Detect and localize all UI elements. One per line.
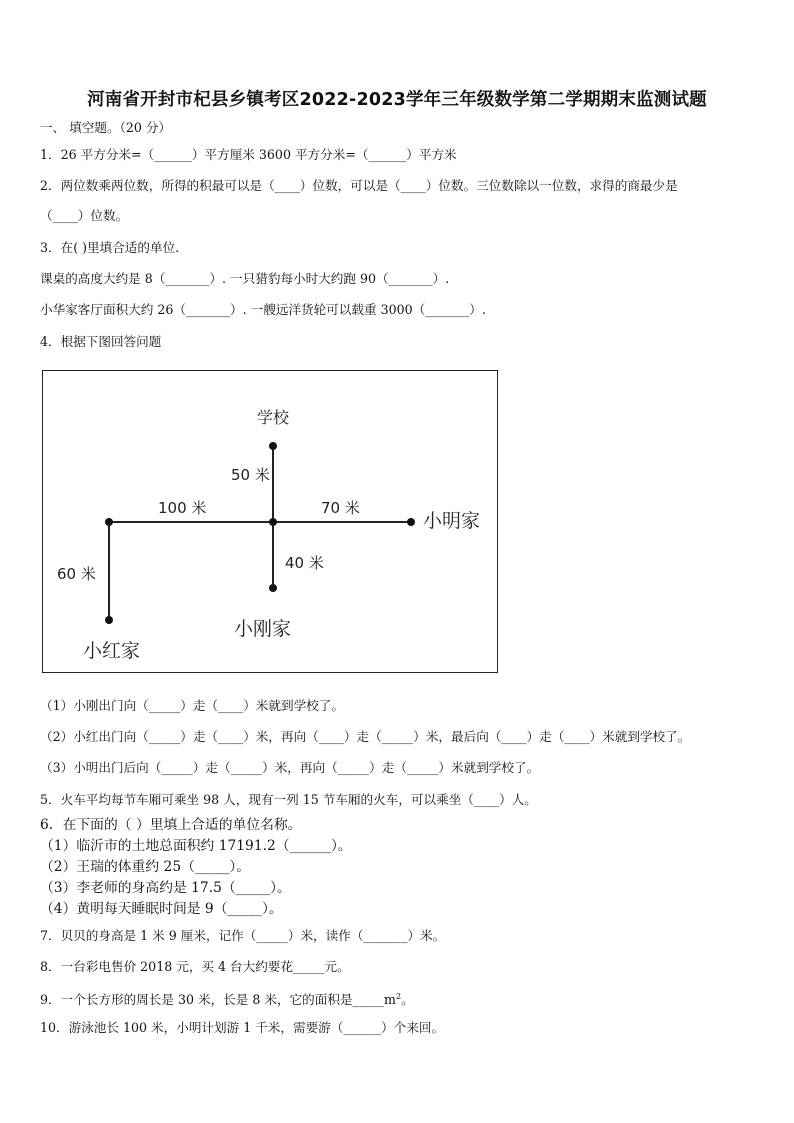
- west-junction-point: [105, 518, 113, 526]
- question-6-2: （2）王瑞的体重约 25（_____）。: [40, 859, 251, 875]
- question-3-row-2: 小华家客厅面积大约 26（_______）. 一艘远洋货轮可以载重 3000（_______）.: [40, 302, 486, 317]
- question-6-3: （3）李老师的身高约是 17.5（_____）。: [40, 880, 291, 896]
- distance-70-label: 70 米: [321, 499, 360, 517]
- distance-60-label: 60 米: [57, 565, 96, 583]
- question-8: 8．一台彩电售价 2018 元，买 4 台大约要花_____元。: [40, 959, 350, 974]
- question-9-superscript: 2: [395, 992, 402, 1001]
- distance-50-label: 50 米: [231, 466, 270, 484]
- question-10: 10．游泳池长 100 米，小明计划游 1 千米，需要游（______）个来回。: [40, 1020, 445, 1035]
- page-title: 河南省开封市杞县乡镇考区2022-2023学年三年级数学第二学期期末监测试题: [87, 90, 707, 110]
- question-9-end: 。: [401, 992, 414, 1008]
- xiaoming-home-label: 小明家: [423, 510, 481, 532]
- school-point: [269, 442, 277, 450]
- section-heading: 一、 填空题。（20 分）: [40, 120, 172, 135]
- question-9-text: 9．一个长方形的周长是 30 米，长是 8 米，它的面积是_____m: [40, 992, 396, 1008]
- junction-point: [269, 518, 277, 526]
- question-3: 3．在( )里填合适的单位.: [40, 240, 180, 255]
- question-4-3: （3）小明出门后向（_____）走（_____）米，再向（_____）走（_____）米就到学校了。: [40, 760, 540, 775]
- question-6-4: （4）黄明每天睡眠时间是 9（_____）。: [40, 901, 283, 917]
- question-3-row-1: 课桌的高度大约是 8（_______）. 一只猎豹每小时大约跑 90（_______）.: [40, 271, 450, 286]
- question-6-1: （1）临沂市的土地总面积约 17191.2（______）。: [40, 838, 352, 854]
- question-2-line-1: 2．两位数乘两位数，所得的积最可以是（____）位数，可以是（____）位数。三位数除以一位数，求得的商最少是: [40, 178, 678, 193]
- question-1: 1．26 平方分米=（______）平方厘米 3600 平方分米=（______）平方米: [40, 147, 457, 162]
- xiaogang-home-point: [269, 584, 277, 592]
- question-4-2: （2）小红出门向（_____）走（____）米，再向（____）走（_____）米，最后向（____）走（____）米就到学校了。: [40, 729, 691, 744]
- question-6: 6．在下面的（ ）里填上合适的单位名称。: [40, 817, 302, 833]
- question-9: [40, 989, 414, 1008]
- xiaohong-home-point: [105, 616, 113, 624]
- question-4: 4．根据下图回答问题: [40, 334, 162, 349]
- school-label: 学校: [257, 408, 290, 427]
- xiaoming-home-point: [407, 518, 415, 526]
- distance-100-label: 100 米: [158, 499, 207, 517]
- question-2-line-2: （____）位数。: [40, 208, 129, 223]
- question-4-1: （1）小刚出门向（_____）走（____）米就到学校了。: [40, 698, 344, 713]
- distance-40-label: 40 米: [285, 554, 324, 572]
- xiaogang-home-label: 小刚家: [234, 618, 292, 640]
- question-7: 7．贝贝的身高是 1 米 9 厘米，记作（_____）米，读作（_______）米。: [40, 928, 446, 943]
- route-map-figure: [42, 370, 498, 673]
- route-map-svg: [43, 371, 499, 674]
- question-5: 5．火车平均每节车厢可乘坐 98 人，现有一列 15 节车厢的火车，可以乘坐（____）人。: [40, 792, 537, 807]
- xiaohong-home-label: 小红家: [83, 640, 141, 662]
